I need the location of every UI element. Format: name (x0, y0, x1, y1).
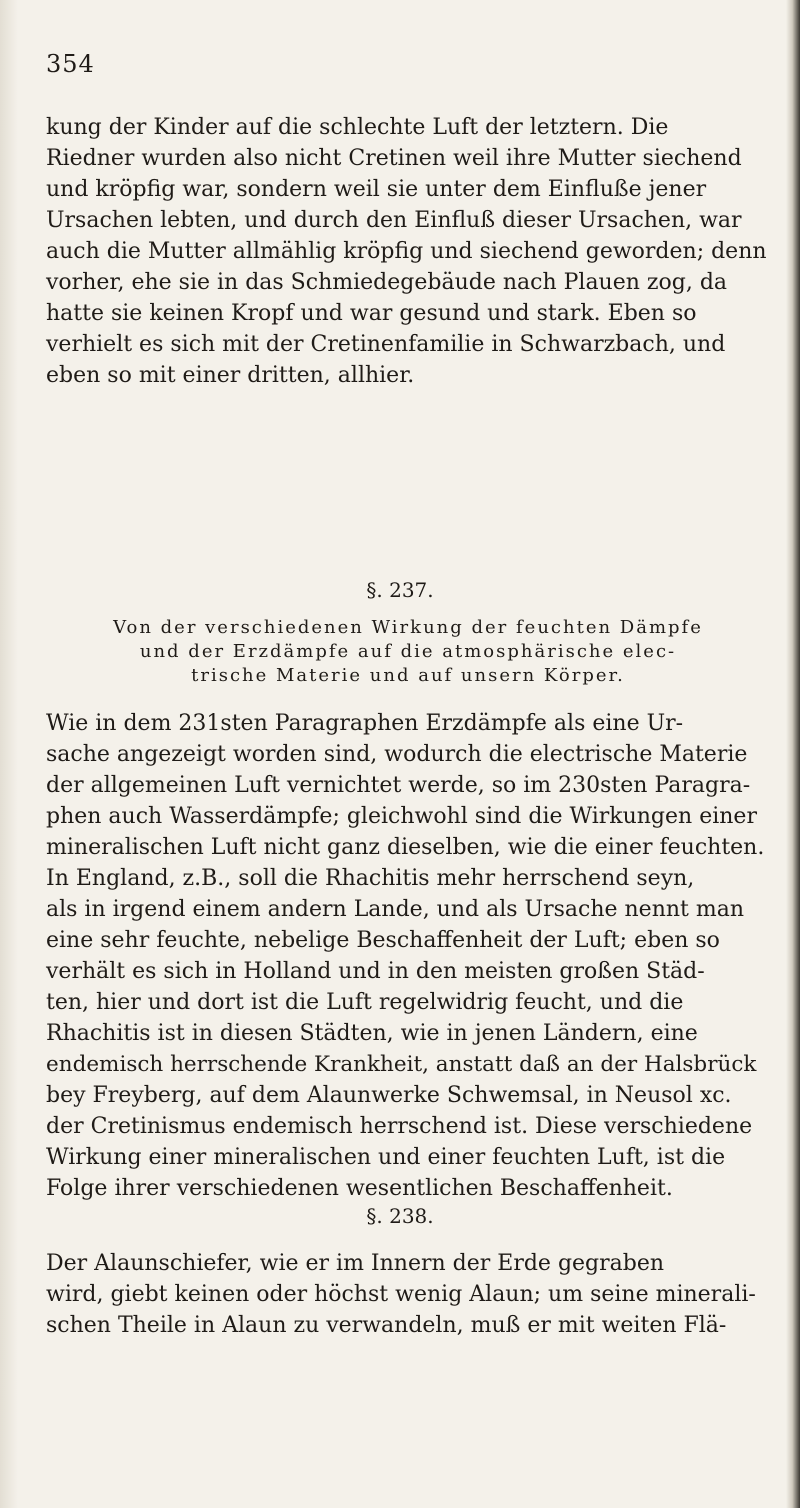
text-line: Riedner wurden also nicht Cretinen weil ihre Mutter siechend (46, 146, 742, 171)
text-line: kung der Kinder auf die schlechte Luft der letztern. Die (46, 115, 669, 140)
text-line: In England, z.B., soll die Rhachitis mehr herrschend seyn, (46, 866, 695, 891)
text-line: sache angezeigt worden sind, wodurch die electrische Materie (46, 742, 748, 767)
text-line: mineralischen Luft nicht ganz dieselben, wie die einer feuchten. (46, 835, 765, 860)
section-heading (50, 616, 766, 688)
text-line: Wie in dem 231sten Paragraphen Erzdämpfe als eine Ur- (46, 711, 684, 736)
page-edge (786, 0, 800, 1508)
text-line: auch die Mutter allmählig kröpfig und siechend geworden; denn (46, 239, 767, 264)
text-line: Folge ihrer verschiedenen wesentlichen Beschaffenheit. (46, 1176, 673, 1201)
heading-line: Von der verschiedenen Wirkung der feuchten Dämpfe (113, 617, 703, 638)
text-line: der Cretinismus endemisch herrschend ist. Diese verschiedene (46, 1114, 753, 1139)
text-line: hatte sie keinen Kropf und war gesund und stark. Eben so (46, 301, 697, 326)
text-line: eine sehr feuchte, nebelige Beschaffenheit der Luft; eben so (46, 928, 720, 953)
section-number-237: §. 237. (366, 578, 434, 602)
paragraph-237 (46, 708, 768, 1204)
text-line: Wirkung einer mineralischen und einer feuchten Luft, ist die (46, 1145, 726, 1170)
text-line: als in irgend einem andern Lande, und als Ursache nennt man (46, 897, 745, 922)
paragraph-238 (46, 1248, 768, 1341)
section-number-238: §. 238. (366, 1204, 434, 1228)
heading-line: trische Materie und auf unsern Körper. (191, 665, 625, 686)
text-line: wird, giebt keinen oder höchst wenig Alaun; um seine minerali- (46, 1282, 756, 1307)
text-line: Rhachitis ist in diesen Städten, wie in jenen Ländern, eine (46, 1021, 698, 1046)
text-line: eben so mit einer dritten, allhier. (46, 363, 415, 388)
text-line: verhält es sich in Holland und in den meisten großen Städ- (46, 959, 705, 984)
text-line: ten, hier und dort ist die Luft regelwidrig feucht, und die (46, 990, 684, 1015)
text-line: Der Alaunschiefer, wie er im Innern der Erde gegraben (46, 1251, 665, 1276)
spine-shadow (0, 0, 18, 1508)
text-line: verhielt es sich mit der Cretinenfamilie in Schwarzbach, und (46, 332, 726, 357)
text-line: vorher, ehe sie in das Schmiedegebäude nach Plauen zog, da (46, 270, 728, 295)
text-line: Ursachen lebten, und durch den Einfluß dieser Ursachen, war (46, 208, 742, 233)
text-line: schen Theile in Alaun zu verwandeln, muß er mit weiten Flä- (46, 1313, 727, 1338)
text-line: der allgemeinen Luft vernichtet werde, so im 230sten Paragra- (46, 773, 751, 798)
page-number: 354 (46, 50, 95, 78)
text-line: bey Freyberg, auf dem Alaunwerke Schwemsal, in Neusol xc. (46, 1083, 732, 1108)
text-line: phen auch Wasserdämpfe; gleichwohl sind die Wirkungen einer (46, 804, 757, 829)
heading-line: und der Erzdämpfe auf die atmosphärische elec- (139, 641, 677, 662)
text-line: und kröpfig war, sondern weil sie unter dem Einfluße jener (46, 177, 707, 202)
text-line: endemisch herrschende Krankheit, anstatt daß an der Halsbrück (46, 1052, 757, 1077)
paragraph-continuation (46, 112, 768, 391)
